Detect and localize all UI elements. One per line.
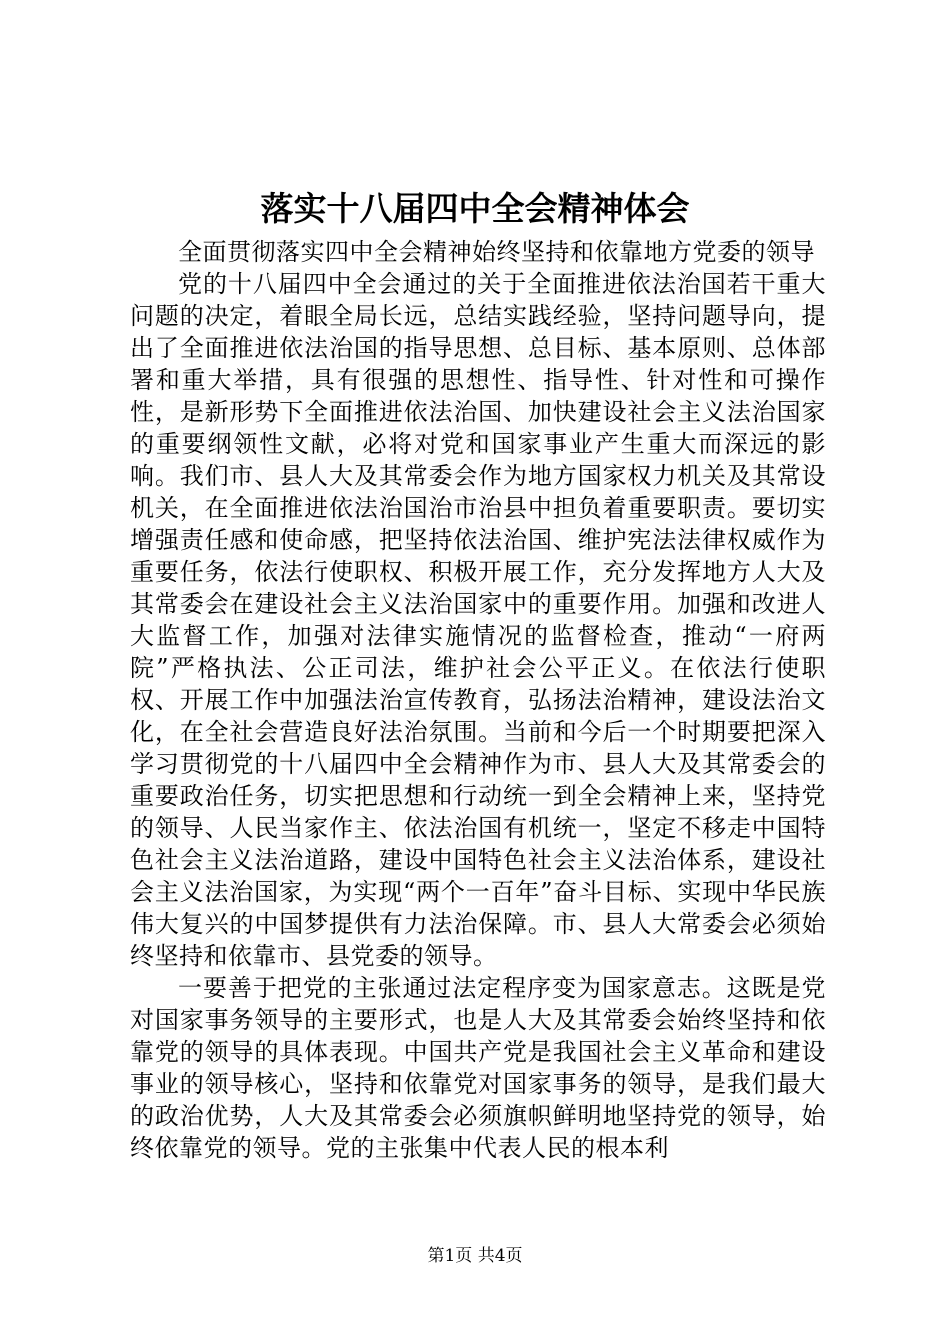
paragraph-main: 党的十八届四中全会通过的关于全面推进依法治国若干重大问题的决定，着眼全局长远，总结实践经验，坚持问题导向，提出了全面推进依法治国的指导思想、总目标、基本原则、总体部署和重大举措，具有很强的思想性、指导性、针对性和可操作性，是新形势下全面推进依法治国、加快建设社会主义法治国家的重要纲领性文献，必将对党和国家事业产生重大而深远的影响。我们市、县人大及其常委会作为地方国家权力机关及其常设机关，在全面推进依法治国治市治县中担负着重要职责。要切实增强责任感和使命感，把坚持依法治国、维护宪法法律权威作为重要任务，依法行使职权、积极开展工作，充分发挥地方人大及其常委会在建设社会主义法治国家中的重要作用。加强和改进人大监督工作，加强对法律实施情况的监督检查，推动“一府两院”严格执法、公正司法，维护社会公平正义。在依法行使职权、开展工作中加强法治宣传教育，弘扬法治精神，建设法治文化，在全社会营造良好法治氛围。当前和今后一个时期要把深入学习贯彻党的十八届四中全会精神作为市、县人大及其常委会的重要政治任务，切实把思想和行动统一到全会精神上来，坚持党的领导、人民当家作主、依法治国有机统一，坚定不移走中国特色社会主义法治道路，建设中国特色社会主义法治体系，建设社会主义法治国家，为实现“两个一百年”奋斗目标、实现中华民族伟大复兴的中国梦提供有力法治保障。市、县人大常委会必须始终坚持和依靠市、县党委的领导。 [130,270,826,970]
document-body [130,236,826,1164]
paragraph-first-point: 一要善于把党的主张通过法定程序变为国家意志。这既是党对国家事务领导的主要形式，也是人大及其常委会始终坚持和依靠党的领导的具体表现。中国共产党是我国社会主义革命和建设事业的领导核心，坚持和依靠党对国家事务的领导，是我们最大的政治优势，人大及其常委会必须旗帜鲜明地坚持党的领导，始终依靠党的领导。党的主张集中代表人民的根本利 [130,974,826,1162]
page-number-footer: 第1页 共4页 [427,1246,523,1266]
document-title: 落实十八届四中全会精神体会 [260,189,690,228]
paragraph-subtitle: 全面贯彻落实四中全会精神始终坚持和依靠地方党委的领导 [178,238,815,266]
